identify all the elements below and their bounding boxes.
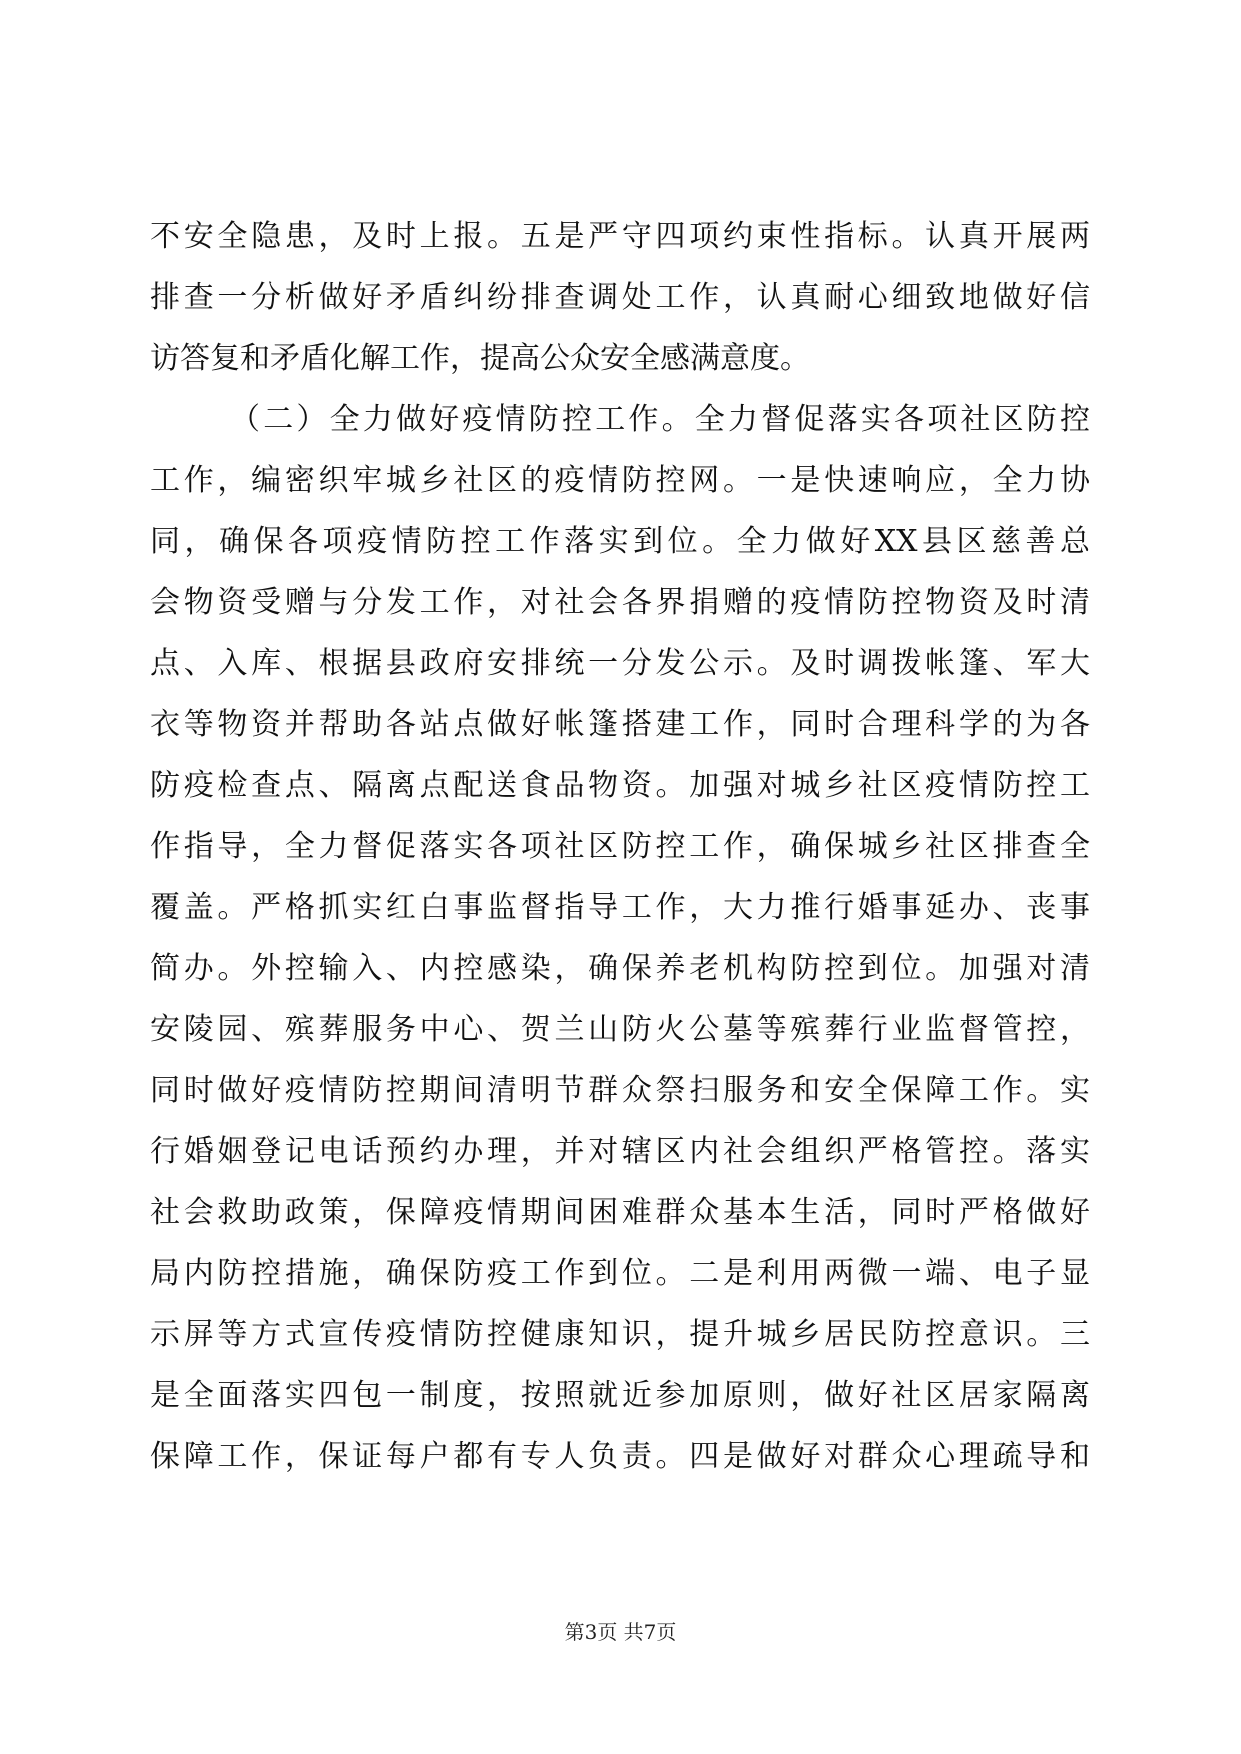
body-text bbox=[150, 206, 1090, 1487]
text-line: 示屏等方式宣传疫情防控健康知识，提升城乡居民防控意识。三 bbox=[150, 1317, 1090, 1352]
text-line: 同，确保各项疫情防控工作落实到位。全力做好XX县区慈善总 bbox=[150, 524, 1090, 559]
text-line: 简办。外控输入、内控感染，确保养老机构防控到位。加强对清 bbox=[150, 951, 1090, 986]
text-line: 作指导，全力督促落实各项社区防控工作，确保城乡社区排查全 bbox=[150, 829, 1090, 864]
text-line: 工作，编密织牢城乡社区的疫情防控网。一是快速响应，全力协 bbox=[150, 463, 1090, 498]
text-line: 点、入库、根据县政府安排统一分发公示。及时调拨帐篷、军大 bbox=[150, 646, 1090, 681]
text-line: 同时做好疫情防控期间清明节群众祭扫服务和安全保障工作。实 bbox=[150, 1073, 1090, 1108]
text-line: 社会救助政策，保障疫情期间困难群众基本生活，同时严格做好 bbox=[150, 1195, 1090, 1230]
text-line: 会物资受赠与分发工作，对社会各界捐赠的疫情防控物资及时清 bbox=[150, 585, 1090, 620]
text-line: 行婚姻登记电话预约办理，并对辖区内社会组织严格管控。落实 bbox=[150, 1134, 1090, 1169]
text-line: 是全面落实四包一制度，按照就近参加原则，做好社区居家隔离 bbox=[150, 1378, 1090, 1413]
text-line: 安陵园、殡葬服务中心、贺兰山防火公墓等殡葬行业监督管控， bbox=[150, 1012, 1090, 1047]
text-line: 覆盖。严格抓实红白事监督指导工作，大力推行婚事延办、丧事 bbox=[150, 890, 1090, 925]
text-line: 衣等物资并帮助各站点做好帐篷搭建工作，同时合理科学的为各 bbox=[150, 707, 1090, 742]
text-line: 不安全隐患，及时上报。五是严守四项约束性指标。认真开展两 bbox=[150, 219, 1090, 254]
page-number-footer: 第3页 共7页 bbox=[564, 1620, 677, 1644]
text-line: 排查一分析做好矛盾纠纷排查调处工作，认真耐心细致地做好信 bbox=[150, 280, 1090, 315]
paragraph-heading-line: （二）全力做好疫情防控工作。全力督促落实各项社区防控 bbox=[230, 402, 1090, 437]
text-line: 防疫检查点、隔离点配送食品物资。加强对城乡社区疫情防控工 bbox=[150, 768, 1090, 803]
text-line: 保障工作，保证每户都有专人负责。四是做好对群众心理疏导和 bbox=[150, 1439, 1090, 1474]
text-line: 访答复和矛盾化解工作，提高公众安全感满意度。 bbox=[150, 341, 810, 376]
text-line: 局内防控措施，确保防疫工作到位。二是利用两微一端、电子显 bbox=[150, 1256, 1090, 1291]
